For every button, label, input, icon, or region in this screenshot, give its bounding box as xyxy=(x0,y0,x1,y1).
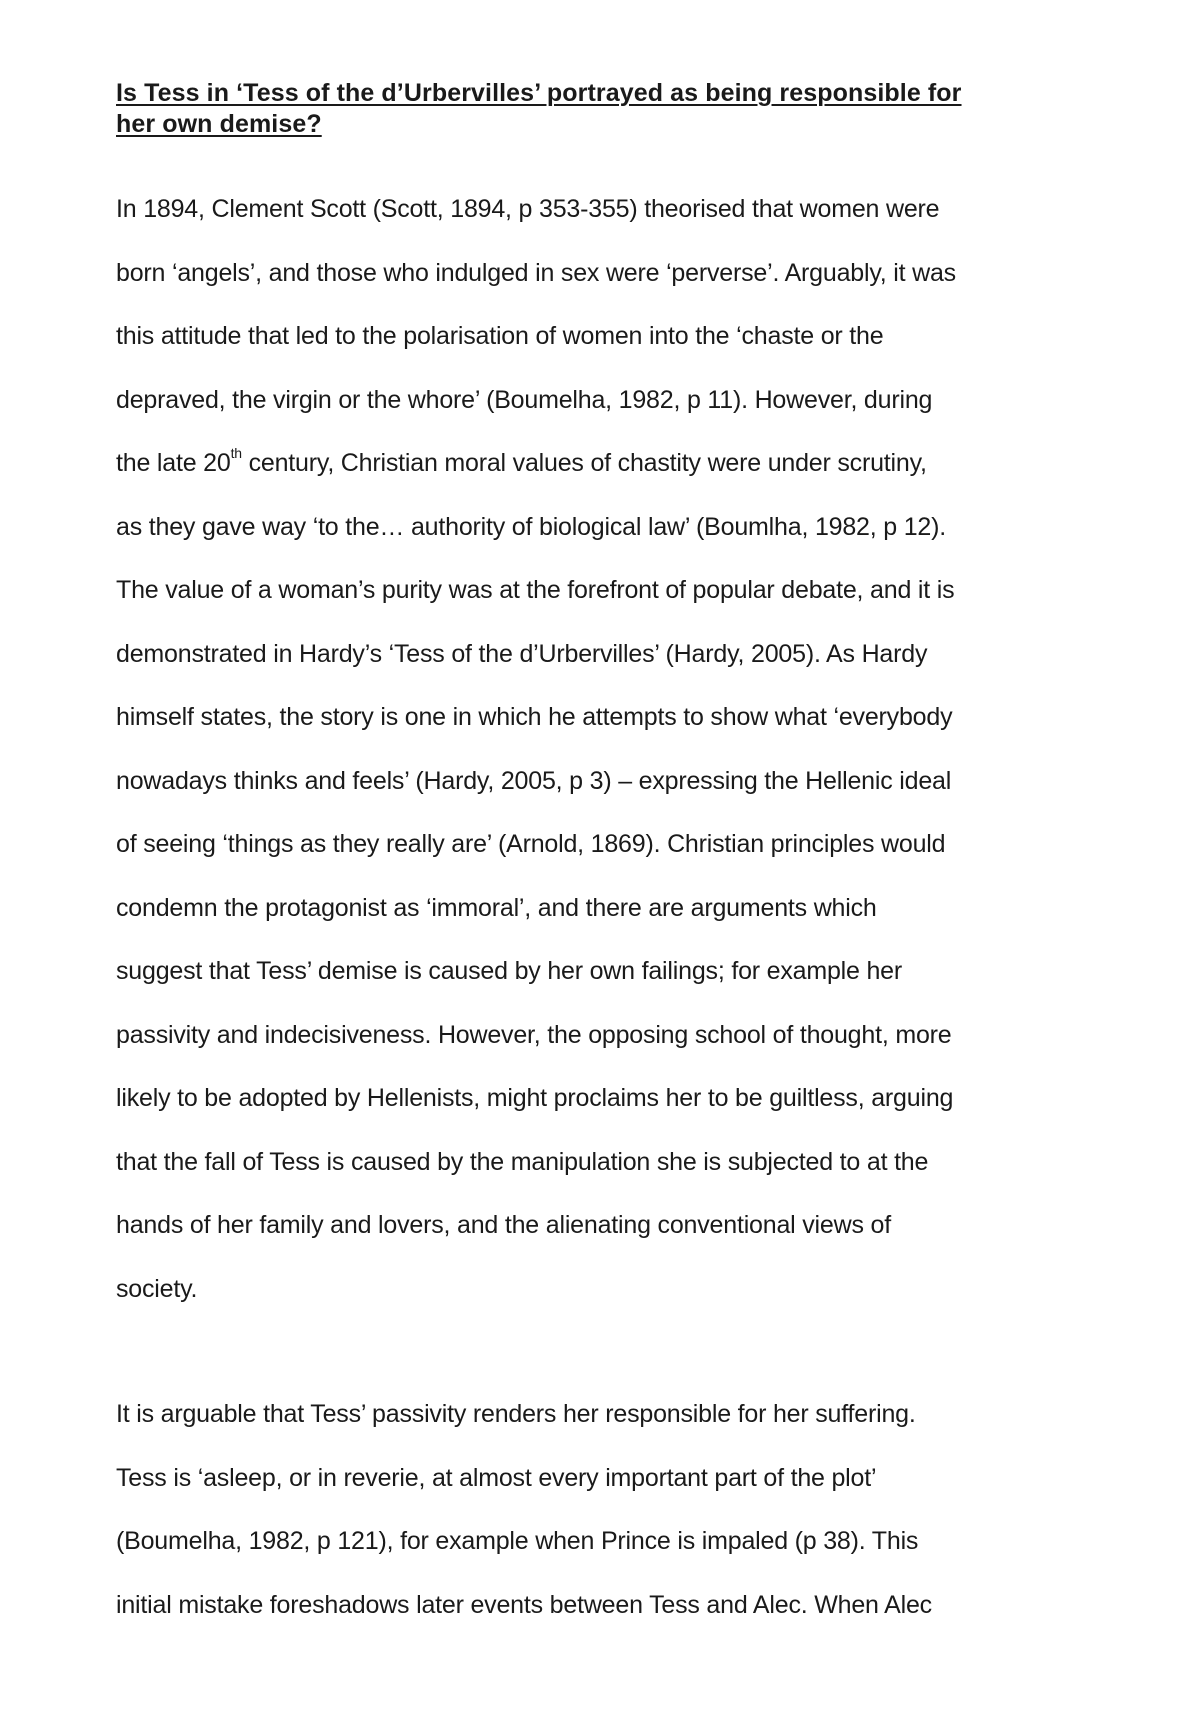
text-line: condemn the protagonist as ‘immoral’, and there are arguments which xyxy=(116,893,877,922)
text-line: The value of a woman’s purity was at the forefront of popular debate, and it is xyxy=(116,576,955,604)
text-segment: the late 20 xyxy=(116,449,231,477)
document-page xyxy=(116,78,1076,1637)
title-line-1: Is Tess in ‘Tess of the d’Urbervilles’ portrayed as being responsible for xyxy=(116,79,962,107)
text-line: hands of her family and lovers, and the alienating conventional views of xyxy=(116,1211,891,1239)
text-line: likely to be adopted by Hellenists, might proclaims her to be guiltless, arguing xyxy=(116,1084,954,1112)
text-line: passivity and indecisiveness. However, the opposing school of thought, more xyxy=(116,1020,952,1049)
text-line: In 1894, Clement Scott (Scott, 1894, p 353-355) theorised that women were xyxy=(116,195,940,223)
text-line: depraved, the virgin or the whore’ (Boumelha, 1982, p 11). However, during xyxy=(116,385,933,414)
text-line: himself states, the story is one in which he attempts to show what ‘everybody xyxy=(116,703,953,731)
paragraph-intro xyxy=(116,178,1076,1321)
text-line: nowadays thinks and feels’ (Hardy, 2005, p 3) – expressing the Hellenic ideal xyxy=(116,766,952,795)
text-line xyxy=(116,432,1076,496)
title-line-2: her own demise? xyxy=(116,110,322,138)
text-line: It is arguable that Tess’ passivity renders her responsible for her suffering. xyxy=(116,1400,916,1428)
text-line: Tess is ‘asleep, or in reverie, at almost every important part of the plot’ xyxy=(116,1463,877,1492)
text-line: of seeing ‘things as they really are’ (Arnold, 1869). Christian principles would xyxy=(116,830,946,858)
essay-title xyxy=(116,78,1076,140)
text-line: as they gave way ‘to the… authority of biological law’ (Boumlha, 1982, p 12). xyxy=(116,512,946,541)
paragraph-passivity xyxy=(116,1383,1076,1637)
text-line: suggest that Tess’ demise is caused by her own failings; for example her xyxy=(116,957,903,985)
text-line: society. xyxy=(116,1274,198,1303)
text-line: that the fall of Tess is caused by the manipulation she is subjected to at the xyxy=(116,1147,929,1176)
text-segment: century, Christian moral values of chastity were under scrutiny, xyxy=(241,449,927,477)
text-line: initial mistake foreshadows later events between Tess and Alec. When Alec xyxy=(116,1590,932,1619)
text-line: this attitude that led to the polarisation of women into the ‘chaste or the xyxy=(116,322,884,350)
text-line: born ‘angels’, and those who indulged in sex were ‘perverse’. Arguably, it was xyxy=(116,258,956,287)
ordinal-superscript: th xyxy=(230,444,242,461)
text-line: demonstrated in Hardy’s ‘Tess of the d’Urbervilles’ (Hardy, 2005). As Hardy xyxy=(116,639,928,668)
text-line: (Boumelha, 1982, p 121), for example when Prince is impaled (p 38). This xyxy=(116,1527,919,1555)
